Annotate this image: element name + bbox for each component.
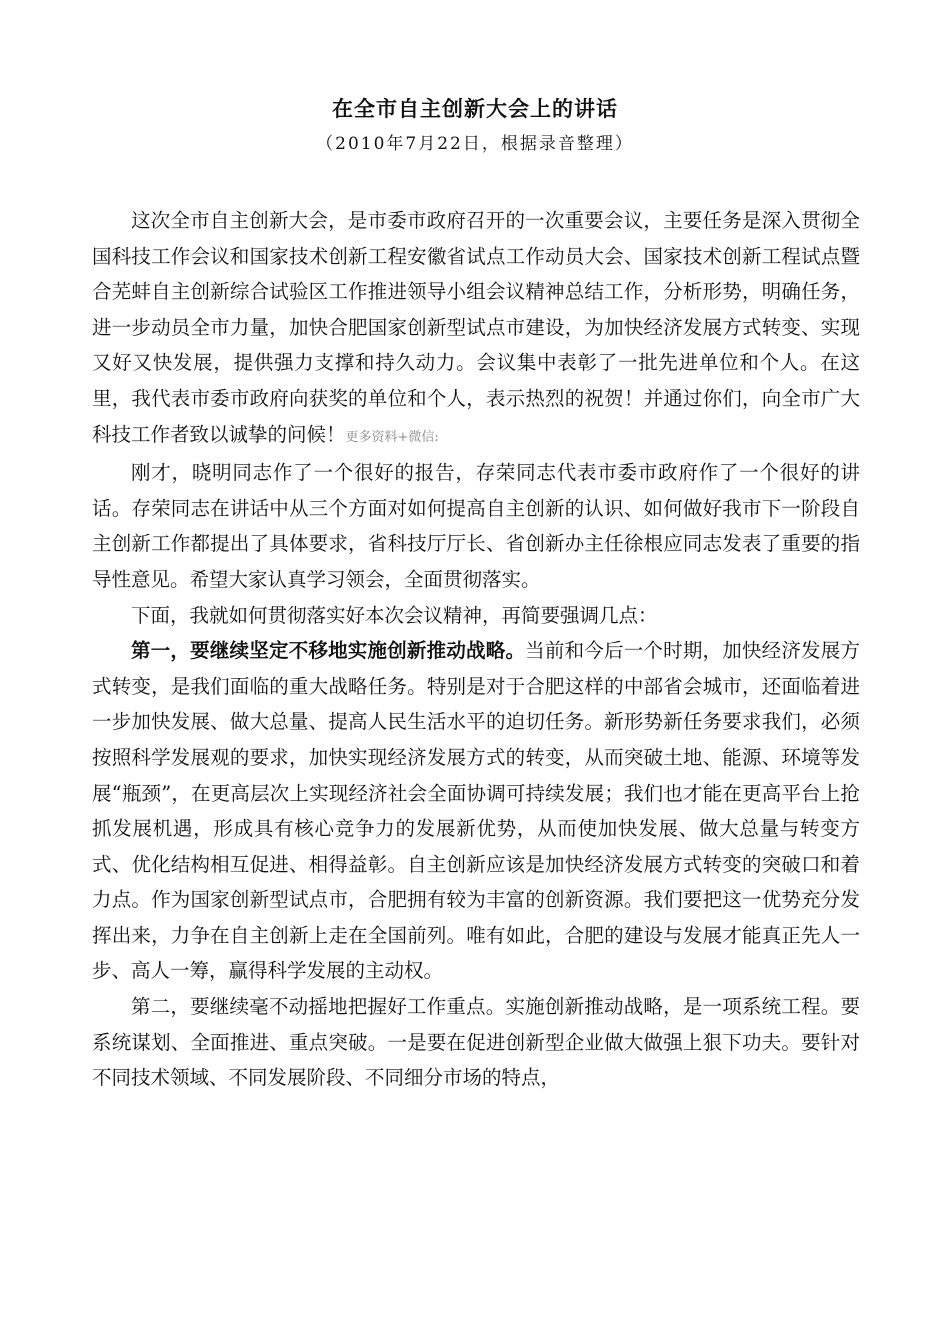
document-title: 在全市自主创新大会上的讲话 bbox=[332, 96, 618, 121]
paragraph-4-text: 当前和今后一个时期，加快经济发展方式转变，是我们面临的重大战略任务。特别是对于合肥这样的中部省会城市，还面临着进一步加快发展、做大总量、提高人民生活水平的迫切任务。新形势新任务要求我们，必须按照科学发展观的要求，加快实现经济发展方式的转变，从而突破土地、能源、环境等发展“瓶颈”，在更高层次上实现经济社会全面协调可持续发展；我们也才能在更高平台上抢抓发展机遇，形成具有核心竞争力的发展新优势，从而使加快发展、做大总量与转变方式、优化结构相互促进、相得益彰。自主创新应该是加快经济发展方式转变的突破口和着力点。作为国家创新型试点市，合肥拥有较为丰富的创新资源。我们要把这一优势充分发挥出来，力争在自主创新上走在全国前列。唯有如此，合肥的建设与发展才能真正先人一步、高人一筹，赢得科学发展的主动权。 bbox=[92, 639, 860, 983]
paragraph-4 bbox=[92, 633, 860, 989]
paragraph-1 bbox=[92, 203, 860, 455]
paragraph-5 bbox=[92, 989, 860, 1096]
paragraph-3-text: 下面，我就如何贯彻落实好本次会议精神，再简要强调几点： bbox=[131, 603, 658, 627]
paragraph-2-text: 刚才，晓明同志作了一个很好的报告，存荣同志代表市委市政府作了一个很好的讲话。存荣同志在讲话中从三个方面对如何提高自主创新的认识、如何做好我市下一阶段自主创新工作都提出了具体要求，省科技厅厅长、省创新办主任徐根应同志发表了重要的指导性意见。希望大家认真学习领会，全面贯彻落实。 bbox=[92, 461, 860, 591]
paragraph-5-text: 第二，要继续毫不动摇地把握好工作重点。实施创新推动战略，是一项系统工程。要系统谋划、全面推进、重点突破。一是要在促进创新型企业做大做强上狠下功夫。要针对不同技术领域、不同发展阶段、不同细分市场的特点， bbox=[92, 995, 860, 1090]
paragraph-1-text: 这次全市自主创新大会，是市委市政府召开的一次重要会议，主要任务是深入贯彻全国科技工作会议和国家技术创新工程安徽省试点工作动员大会、国家技术创新工程试点暨合芜蚌自主创新综合试验区工作推进领导小组会议精神总结工作，分析形势，明确任务，进一步动员全市力量，加快合肥国家创新型试点市建设，为加快经济发展方式转变、实现又好又快发展，提供强力支撑和持久动力。会议集中表彰了一批先进单位和个人。在这里，我代表市委市政府向获奖的单位和个人，表示热烈的祝贺！并通过你们，向全市广大科技工作者致以诚挚的问候！ bbox=[92, 209, 860, 446]
watermark-text: 更多资料+微信: bbox=[345, 429, 439, 445]
document-subtitle: （2010年7月22日，根据录音整理） bbox=[316, 134, 634, 154]
paragraph-4-lead: 第一，要继续坚定不移地实施创新推动战略。 bbox=[131, 639, 526, 663]
paragraph-2 bbox=[92, 455, 860, 597]
document-body bbox=[92, 203, 860, 1096]
paragraph-3 bbox=[92, 598, 860, 634]
